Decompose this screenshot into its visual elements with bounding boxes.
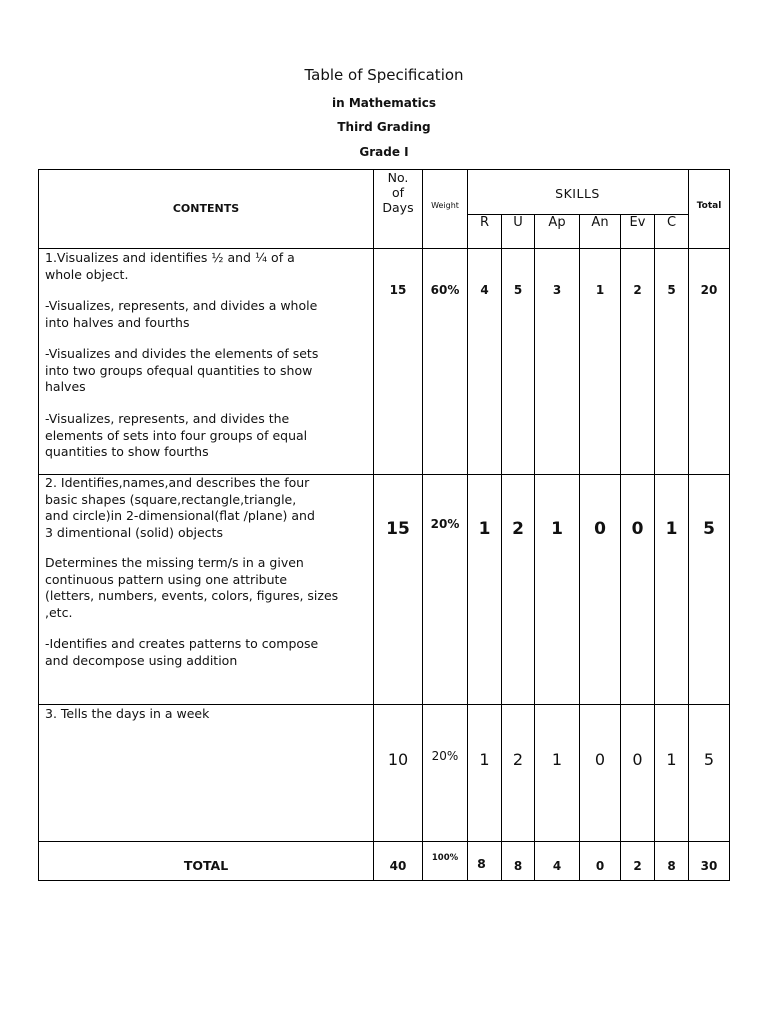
row3-skill-u: 2: [512, 750, 524, 769]
subject-subtitle: in Mathematics: [332, 96, 436, 110]
row3-skill-ap: 1: [551, 750, 563, 769]
row1-skill-c: 5: [667, 283, 676, 297]
row3-skill-ev: 0: [632, 750, 643, 769]
header-skills: SKILLS: [555, 186, 600, 201]
header-skill-ev: Ev: [629, 215, 646, 230]
total-skill-r: 8: [477, 856, 486, 871]
row1-skill-u: 5: [513, 283, 523, 297]
row2-skill-c: 1: [665, 519, 678, 539]
row1-content-objective-3: -Visualizes and divides the elements of sets into two groups ofequal quantities to show halves: [45, 346, 319, 394]
row1-total: 20: [700, 283, 718, 297]
row3-weight: 20%: [431, 749, 459, 763]
total-weight: 100%: [431, 853, 459, 863]
row3-skill-r: 1: [479, 750, 490, 769]
header-days-line1: No.: [387, 170, 409, 185]
row2-skill-an: 0: [594, 519, 606, 539]
row2-skill-ev: 0: [631, 519, 644, 539]
row3-days: 10: [387, 750, 409, 769]
header-skill-u: U: [513, 215, 523, 230]
row1-weight: 60%: [430, 283, 460, 297]
col-divider-ev: [654, 214, 655, 881]
row3-bottom-border: [38, 841, 730, 842]
grade-subtitle: Grade I: [359, 145, 409, 159]
row2-content-objective-3: -Identifies and creates patterns to compose and decompose using addition: [45, 636, 319, 668]
document-title: Table of Specification: [304, 66, 464, 84]
row2-content-objective-1: 2. Identifies,names,and describes the four basic shapes (square,rectangle,triangle, and circle)in 2-dimensional(flat /plane) and 3 dimentional (solid) objects: [45, 475, 315, 540]
header-days-line3: Days: [382, 200, 414, 215]
row2-content-objective-2: Determines the missing term/s in a given continuous pattern using one attribute (letters, numbers, events, colors, figures, sizes ,etc.: [45, 555, 339, 620]
header-skill-an: An: [591, 215, 609, 230]
row3-skill-an: 0: [594, 750, 606, 769]
row1-skill-r: 4: [480, 283, 489, 297]
total-skill-ev: 2: [633, 859, 642, 873]
header-days: [373, 170, 423, 215]
row1-skill-ev: 2: [633, 283, 642, 297]
row2-total: 5: [703, 519, 715, 539]
row1-content-objective-1: 1.Visualizes and identifies ½ and ¼ of a whole object.: [45, 250, 295, 282]
header-bottom-border: [38, 248, 730, 249]
row3-skill-c: 1: [666, 750, 677, 769]
row1-content-objective-4: -Visualizes, represents, and divides the elements of sets into four groups of equal quantities to show fourths: [45, 411, 308, 459]
header-skill-c: C: [666, 215, 677, 230]
row2-bottom-border: [38, 704, 730, 705]
row2-days: 15: [386, 519, 410, 539]
col-divider-ap: [579, 214, 580, 881]
total-row-label: TOTAL: [183, 858, 229, 873]
header-skill-ap: Ap: [548, 215, 566, 230]
row1-days: 15: [389, 283, 407, 297]
header-total: Total: [696, 201, 722, 211]
col-divider-an: [620, 214, 621, 881]
grading-subtitle: Third Grading: [337, 120, 431, 134]
row2-skill-ap: 1: [551, 519, 563, 539]
total-skill-an: 0: [595, 859, 605, 873]
header-contents: CONTENTS: [172, 202, 240, 215]
header-weight: Weight: [431, 201, 459, 210]
row2-weight: 20%: [430, 517, 460, 531]
col-divider-u: [534, 214, 535, 881]
col-divider-r: [501, 214, 502, 881]
total-days: 40: [389, 859, 407, 873]
total-skill-ap: 4: [552, 859, 562, 873]
row2-skill-u: 2: [512, 519, 524, 539]
row1-content-objective-2: -Visualizes, represents, and divides a whole into halves and fourths: [45, 298, 318, 330]
total-total: 30: [700, 859, 718, 873]
header-skill-r: R: [479, 215, 490, 230]
row1-skill-ap: 3: [552, 283, 562, 297]
header-days-line2: of: [391, 185, 405, 200]
row3-total: 5: [703, 750, 715, 769]
total-skill-u: 8: [513, 859, 523, 873]
total-skill-c: 8: [667, 859, 676, 873]
row2-skill-r: 1: [478, 519, 491, 539]
row1-skill-an: 1: [595, 283, 605, 297]
row3-content-objective-1: 3. Tells the days in a week: [45, 706, 210, 721]
